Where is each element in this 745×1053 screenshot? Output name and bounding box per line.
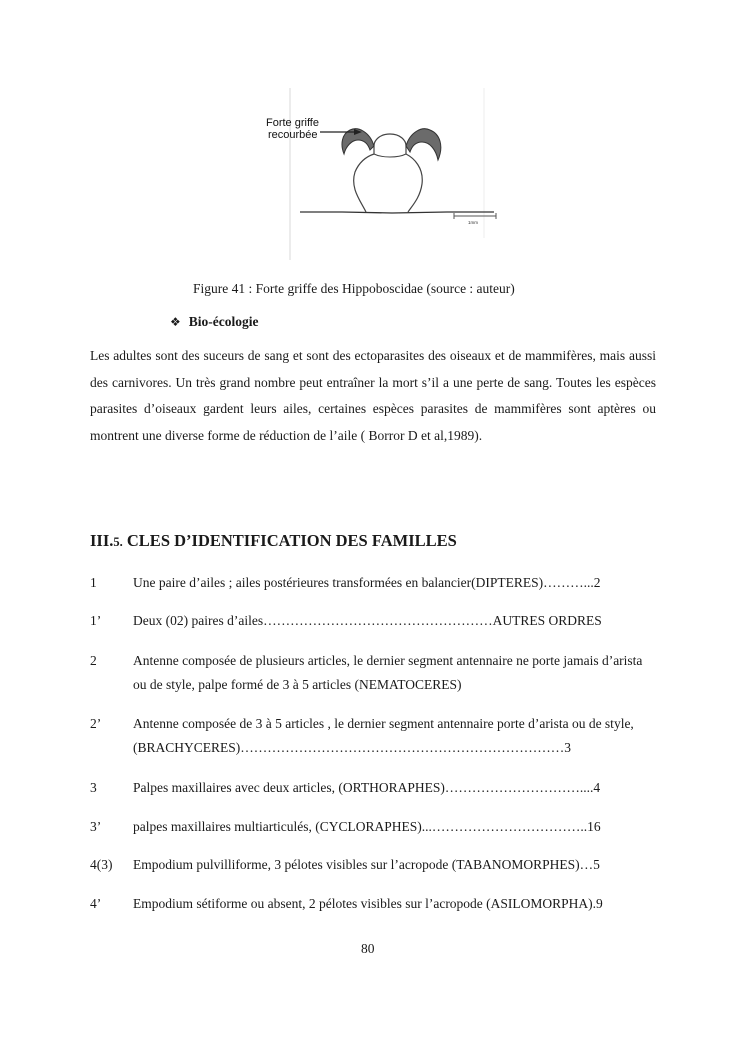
annotation-line1: Forte griffe <box>266 117 319 129</box>
key-text: Une paire d’ailes ; ailes postérieures transformées en balancier(DIPTERES)………...2 <box>133 575 601 590</box>
annotation-line2: recourbée <box>268 129 318 141</box>
key-number: 3’ <box>90 819 102 834</box>
key-number: 3 <box>90 780 97 795</box>
key-entry <box>90 609 660 633</box>
claw-illustration <box>262 88 502 263</box>
key-text: Antenne composée de 3 à 5 articles , le dernier segment antennaire porte d’arista ou de style, (BRACHYCERES)………………………………………………………………3 <box>133 716 634 755</box>
key-entry <box>90 776 660 800</box>
key-text: Empodium pulvilliforme, 3 pélotes visibles sur l’acropode (TABANOMORPHES)…5 <box>133 857 600 872</box>
section-title <box>90 531 457 551</box>
diamond-bullet-icon: ❖ <box>170 315 181 329</box>
key-entry <box>90 815 660 839</box>
key-text: Empodium sétiforme ou absent, 2 pélotes visibles sur l’acropode (ASILOMORPHA).9 <box>133 896 603 911</box>
key-number: 4(3) <box>90 857 113 872</box>
section-prefix-small: 5. <box>113 535 123 549</box>
key-number: 4’ <box>90 896 102 911</box>
scale-label: 1mm <box>468 220 478 225</box>
page-number: 80 <box>361 941 375 956</box>
section-title-text: CLES D’IDENTIFICATION DES FAMILLES <box>122 531 457 550</box>
key-text: Deux (02) paires d’ailes……………………………………………AUTRES ORDRES <box>133 613 602 628</box>
key-entry <box>90 649 660 697</box>
key-number: 1 <box>90 575 97 590</box>
key-entry <box>90 712 660 760</box>
section-prefix: III. <box>90 531 114 550</box>
key-text: Antenne composée de plusieurs articles, le dernier segment antennaire ne porte jamais d’arista ou de style, palpe formé de 3 à 5 articles (NEMATOCERES) <box>133 653 643 692</box>
key-entry <box>90 853 660 877</box>
subheading <box>170 314 259 330</box>
key-number: 2’ <box>90 716 102 731</box>
body-paragraph: Les adultes sont des suceurs de sang et sont des ectoparasites des oiseaux et de mammifères, mais aussi des carnivores. Un très grand nombre peut entraîner la mort s’il a une perte de sang. Toutes les espèces parasites d’oiseaux gardent leurs ailes, certaines espèces parasites de mammifères sont aptères ou montrent une diverse forme de réduction de l’aile ( Borror D et al,1989). <box>90 348 656 443</box>
key-text: palpes maxillaires multiarticulés, (CYCLORAPHES)...……………………………..16 <box>133 819 601 834</box>
figure-caption: Figure 41 : Forte griffe des Hippoboscidae (source : auteur) <box>193 281 515 296</box>
subheading-text: Bio-écologie <box>188 314 259 329</box>
key-entry <box>90 571 660 595</box>
key-number: 2 <box>90 653 97 668</box>
key-text: Palpes maxillaires avec deux articles, (ORTHORAPHES)…………………………....4 <box>133 780 601 795</box>
claw-figure <box>262 88 502 263</box>
key-number: 1’ <box>90 613 102 628</box>
key-entry <box>90 892 660 916</box>
